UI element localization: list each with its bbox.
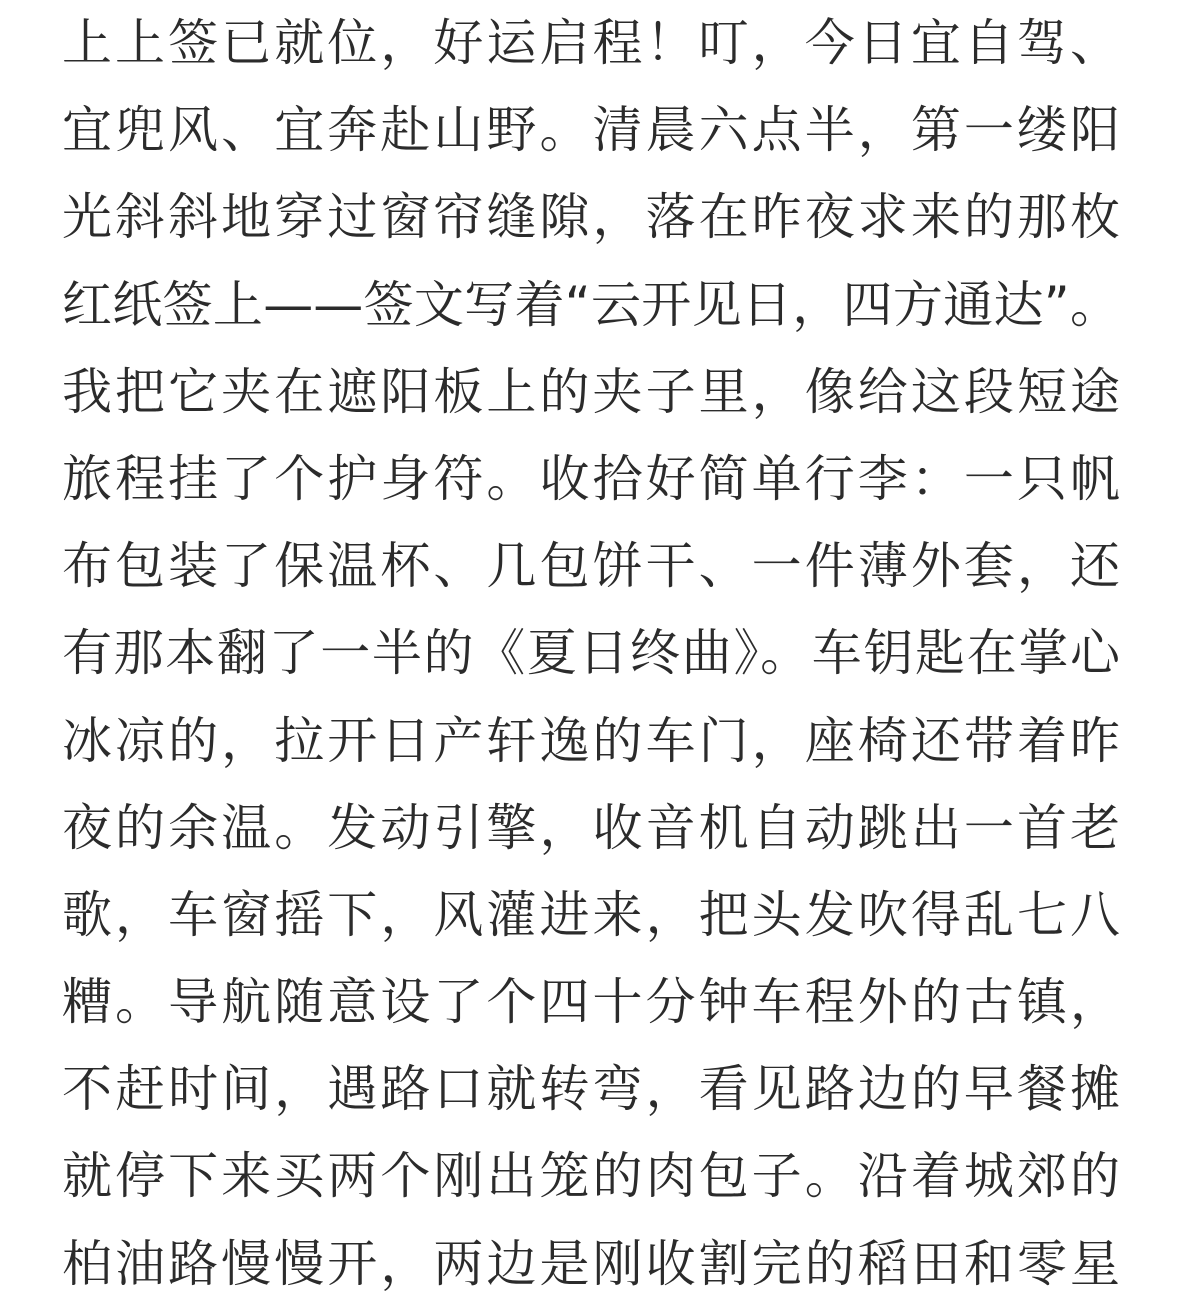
text-line: 红纸签上——签文写着“云开见日，四方通达”。 xyxy=(62,275,1120,334)
text-line: 夜的余温。发动引擎，收音机自动跳出一首老 xyxy=(62,798,1120,857)
text-line: 布包装了保温杯、几包饼干、一件薄外套，还 xyxy=(62,537,1120,596)
text-line: 宜兜风、宜奔赴山野。清晨六点半，第一缕阳 xyxy=(62,101,1120,160)
text-line: 冰凉的，拉开日产轩逸的车门，座椅还带着昨 xyxy=(62,711,1120,770)
text-line: 有那本翻了一半的《夏日终曲》。车钥匙在掌心 xyxy=(62,624,1120,683)
text-line: 歌，车窗摇下，风灌进来，把头发吹得乱七八 xyxy=(62,885,1120,944)
text-line: 光斜斜地穿过窗帘缝隙，落在昨夜求来的那枚 xyxy=(62,188,1120,247)
text-line: 上上签已就位，好运启程！叮，今日宜自驾、 xyxy=(62,14,1120,72)
text-line-partial: 柏油路慢慢开，两边是刚收割完的稻田和零星 xyxy=(62,1234,1120,1293)
article-body xyxy=(62,0,1120,1308)
text-line: 就停下来买两个刚出笼的肉包子。沿着城郊的 xyxy=(62,1147,1120,1206)
text-line: 不赶时间，遇路口就转弯，看见路边的早餐摊 xyxy=(62,1060,1120,1119)
text-line: 我把它夹在遮阳板上的夹子里，像给这段短途 xyxy=(62,362,1120,421)
text-line: 糟。导航随意设了个四十分钟车程外的古镇， xyxy=(62,973,1120,1032)
text-line: 旅程挂了个护身符。收拾好简单行李：一只帆 xyxy=(62,449,1120,508)
